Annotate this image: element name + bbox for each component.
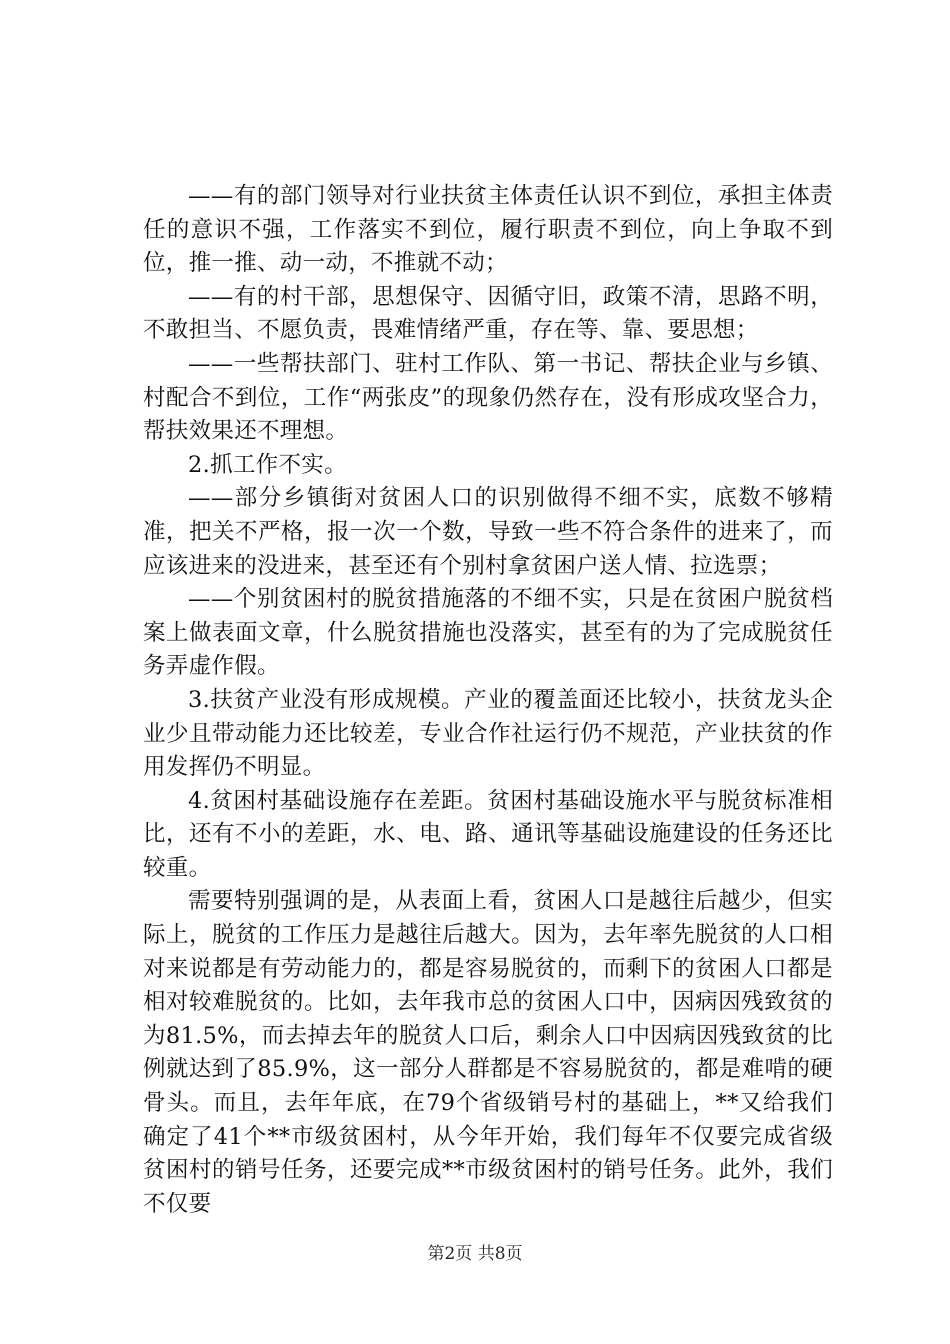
paragraph-measures: ——个别贫困村的脱贫措施落的不细不实，只是在贫困户脱贫档案上做表面文章，什么脱贫措施也没落实，甚至有的为了完成脱贫任务弄虚作假。 xyxy=(143,586,833,680)
paragraph-assistance-units: ——一些帮扶部门、驻村工作队、第一书记、帮扶企业与乡镇、村配合不到位，工作“两张皮”的现象仍然存在，没有形成攻坚合力，帮扶效果还不理想。 xyxy=(143,350,833,445)
paragraph-industry-scale: 3.扶贫产业没有形成规模。产业的覆盖面还比较小，扶贫龙头企业少且带动能力还比较差，专业合作社运行仍不规范，产业扶贫的作用发挥仍不明显。 xyxy=(143,686,833,781)
paragraph-department-leaders: ——有的部门领导对行业扶贫主体责任认识不到位，承担主体责任的意识不强，工作落实不到位，履行职责不到位，向上争取不到位，推一推、动一动，不推就不动； xyxy=(143,183,833,277)
section-heading-work-not-solid: 2.抓工作不实。 xyxy=(188,451,347,478)
document-body xyxy=(143,180,833,1221)
paragraph-emphasis: 需要特别强调的是，从表面上看，贫困人口是越往后越少，但实际上，脱贫的工作压力是越往后越大。因为，去年率先脱贫的人口相对来说都是有劳动能力的，都是容易脱贫的，而剩下的贫困人口都是相对较难脱贫的。比如，去年我市总的贫困人口中，因病因残致贫的为81.5%，而去掉去年的脱贫人口后，剩余人口中因病因残致贫的比例就达到了85.9%，这一部分人群都是不容易脱贫的，都是难啃的硬骨头。而且，去年年底，在79个省级销号村的基础上，**又给我们确定了41个**市级贫困村，从今年开始，我们每年不仅要完成省级贫困村的销号任务，还要完成**市级贫困村的销号任务。此外，我们不仅要 xyxy=(143,888,833,1217)
paragraph-village-cadres: ——有的村干部，思想保守、因循守旧，政策不清，思路不明，不敢担当、不愿负责，畏难情绪严重，存在等、靠、要思想； xyxy=(143,283,833,344)
page-number-footer: 第2页 共8页 xyxy=(427,1244,523,1264)
paragraph-infrastructure: 4.贫困村基础设施存在差距。贫困村基础设施水平与脱贫标准相比，还有不小的差距，水、电、路、通讯等基础设施建设的任务还比较重。 xyxy=(143,787,833,881)
paragraph-identification: ——部分乡镇街对贫困人口的识别做得不细不实，底数不够精准，把关不严格，报一次一个数，导致一些不符合条件的进来了，而应该进来的没进来，甚至还有个别村拿贫困户送人情、拉选票； xyxy=(143,485,833,579)
